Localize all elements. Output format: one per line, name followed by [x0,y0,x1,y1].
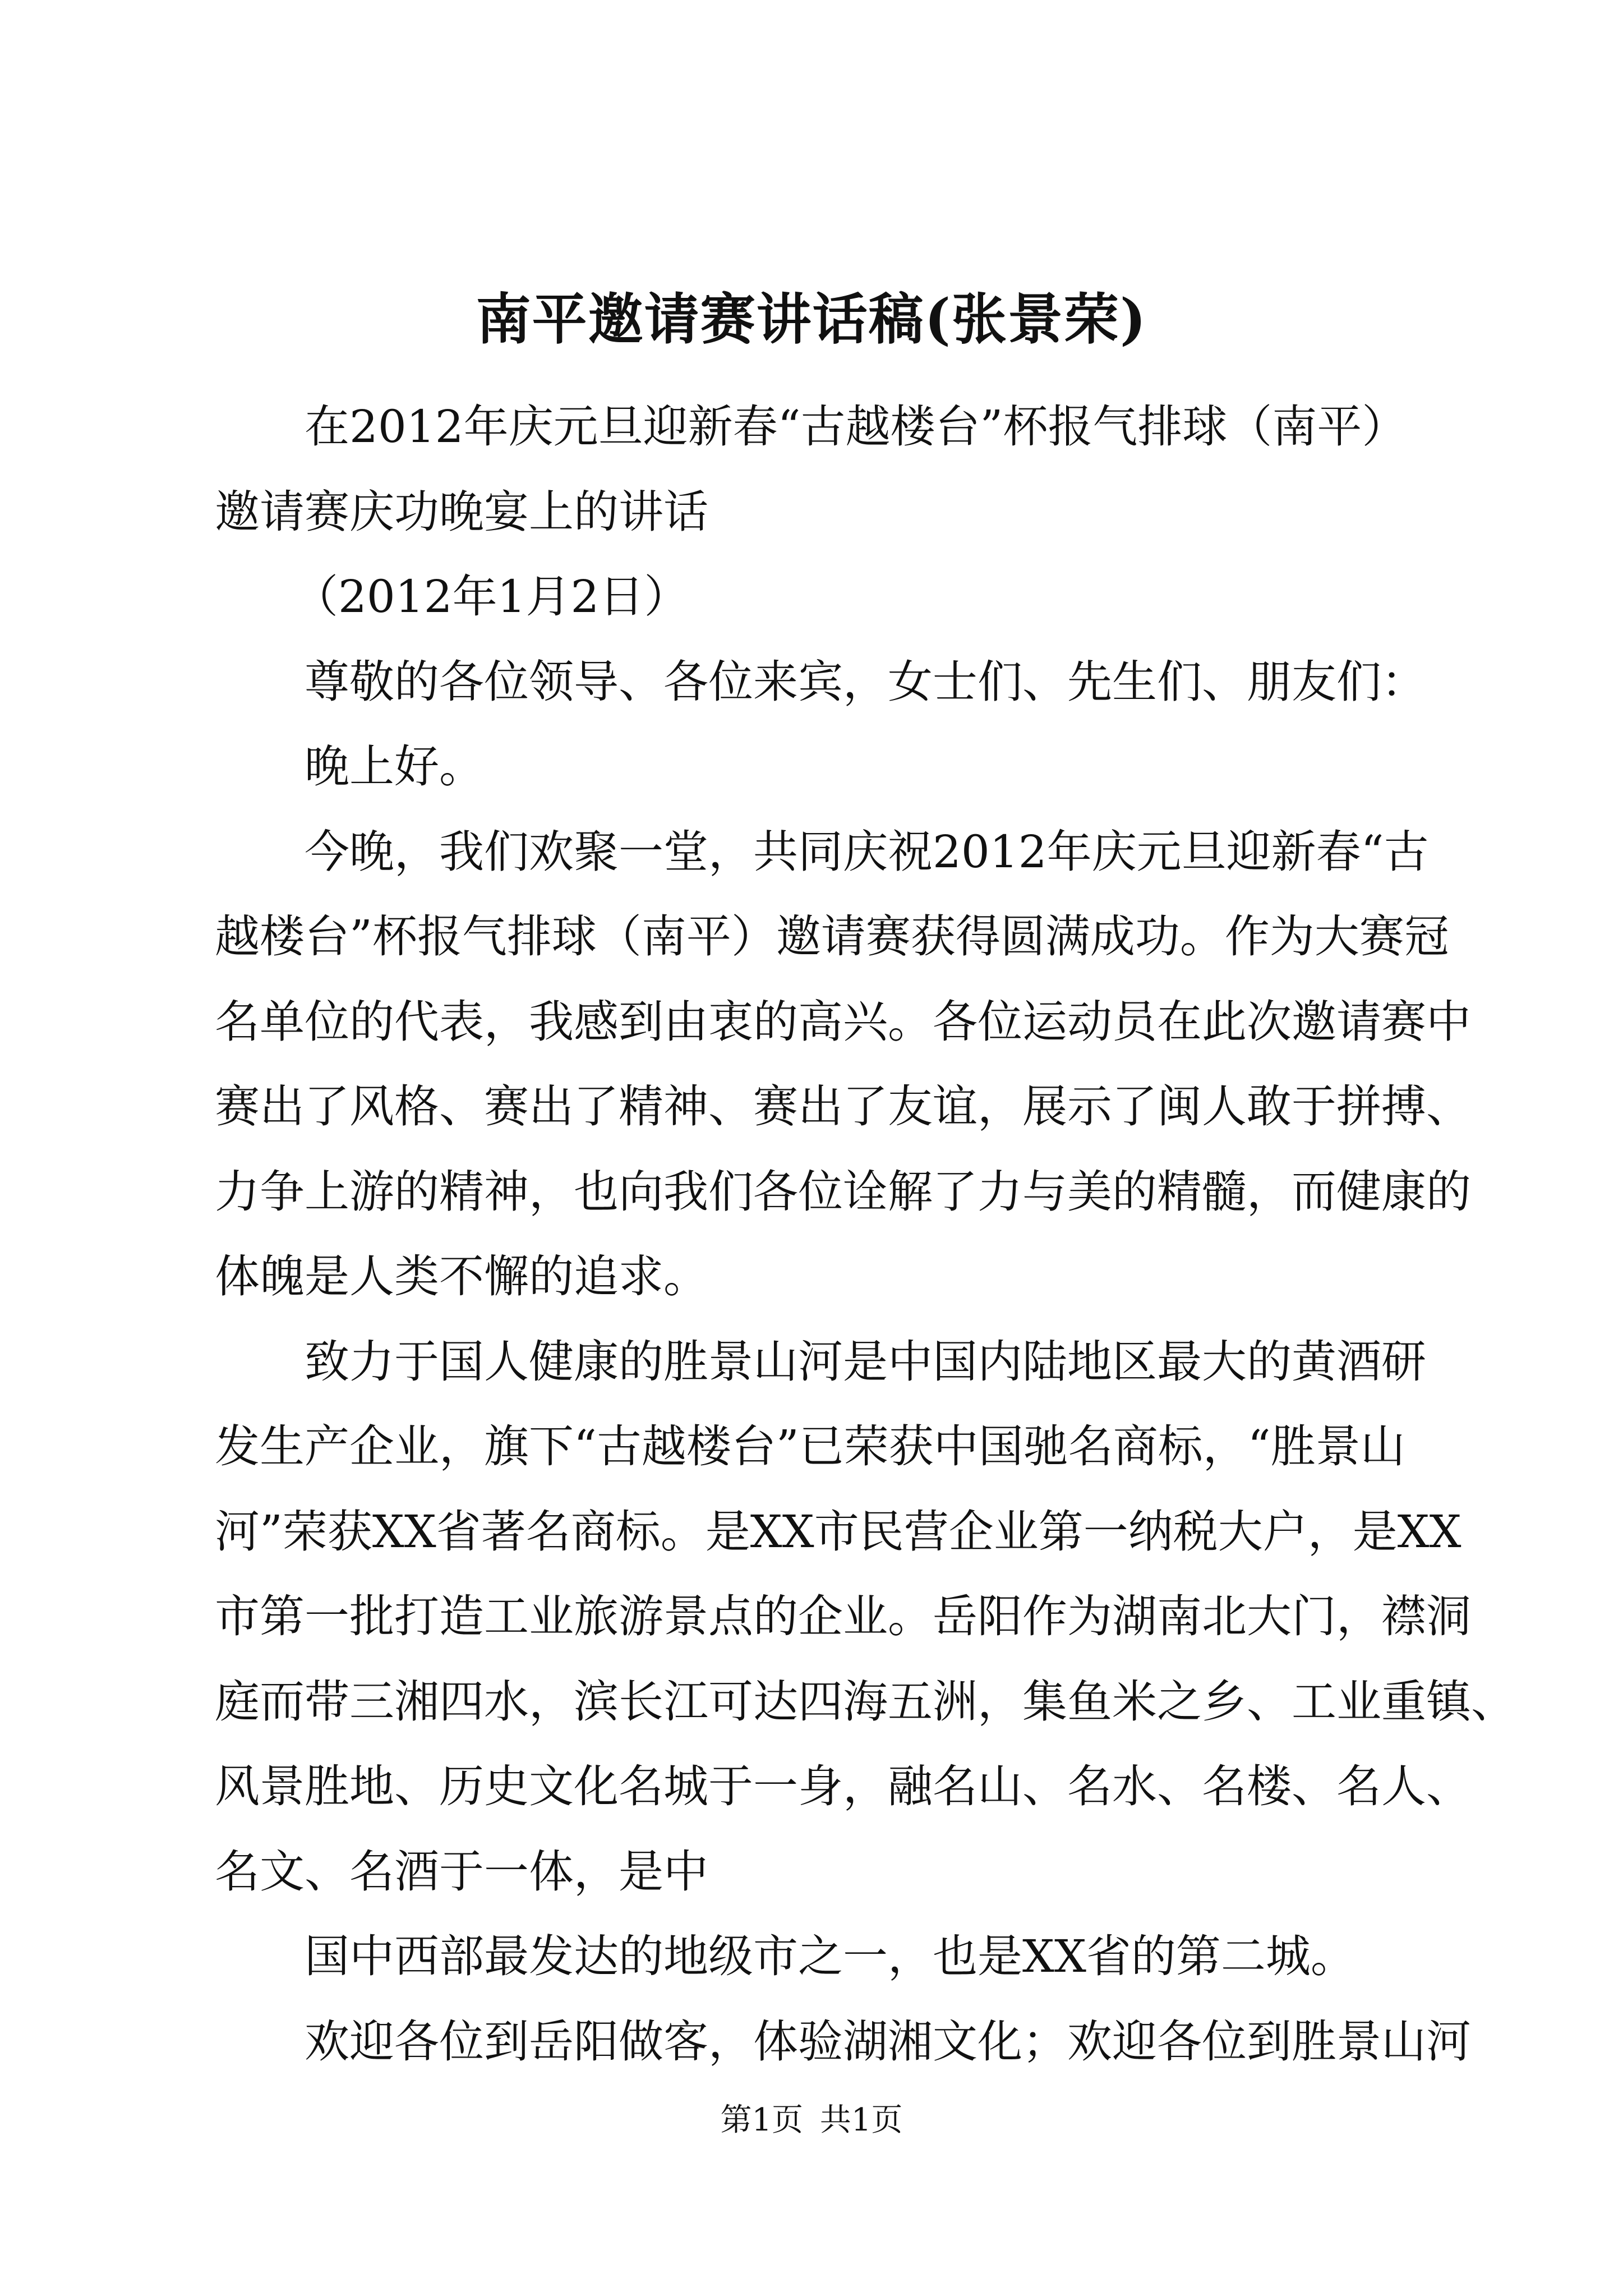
page-number-total: 共1页 [819,2102,903,2138]
paragraph-line: 越楼台”杯报气排球（南平）邀请赛获得圆满成功。作为大赛冠 [215,910,1449,963]
paragraph-line: 邀请赛庆功晚宴上的讲话 [215,485,708,538]
paragraph-line: 今晚，我们欢聚一堂，共同庆祝2012年庆元旦迎新春“古 [305,825,1429,878]
paragraph-line: 名单位的代表，我感到由衷的高兴。各位运动员在此次邀请赛中 [215,995,1471,1048]
document-title: 南平邀请赛讲话稿(张景荣) [476,287,1147,352]
paragraph-line: 赛出了风格、赛出了精神、赛出了友谊，展示了闽人敢于拼搏、 [215,1080,1471,1133]
paragraph-line: 庭而带三湘四水，滨长江可达四海五洲，集鱼米之乡、工业重镇、 [215,1675,1516,1728]
paragraph-line: 风景胜地、历史文化名城于一身，融名山、名水、名楼、名人、 [215,1760,1471,1812]
paragraph-line: 发生产企业，旗下“古越楼台”已荣获中国驰名商标，“胜景山 [215,1420,1405,1473]
paragraph-line: 力争上游的精神，也向我们各位诠解了力与美的精髓，而健康的 [215,1165,1471,1218]
page-footer [0,2098,1623,2143]
paragraph-line: 名文、名酒于一体，是中 [215,1845,708,1898]
paragraph-line: 在2012年庆元旦迎新春“古越楼台”杯报气排球（南平） [305,401,1407,453]
paragraph-line: 欢迎各位到岳阳做客，体验湖湘文化；欢迎各位到胜景山河 [305,2015,1471,2068]
document-body [215,384,1516,2084]
paragraph-line: 国中西部最发达的地级市之一，也是XX省的第二城。 [305,1930,1355,1982]
paragraph-line: 河”荣获XX省著名商标。是XX市民营企业第一纳税大户，是XX [215,1505,1461,1558]
paragraph-line: 市第一批打造工业旅游景点的企业。岳阳作为湖南北大门，襟洞 [215,1590,1471,1642]
date-line: （2012年1月2日） [293,570,689,623]
greeting-line: 晚上好。 [305,740,484,793]
paragraph-line: 体魄是人类不懈的追求。 [215,1250,708,1303]
page-number-current: 第1页 [720,2102,804,2138]
paragraph-line: 致力于国人健康的胜景山河是中国内陆地区最大的黄酒研 [305,1335,1426,1388]
salutation-line: 尊敬的各位领导、各位来宾，女士们、先生们、朋友们： [305,655,1426,708]
